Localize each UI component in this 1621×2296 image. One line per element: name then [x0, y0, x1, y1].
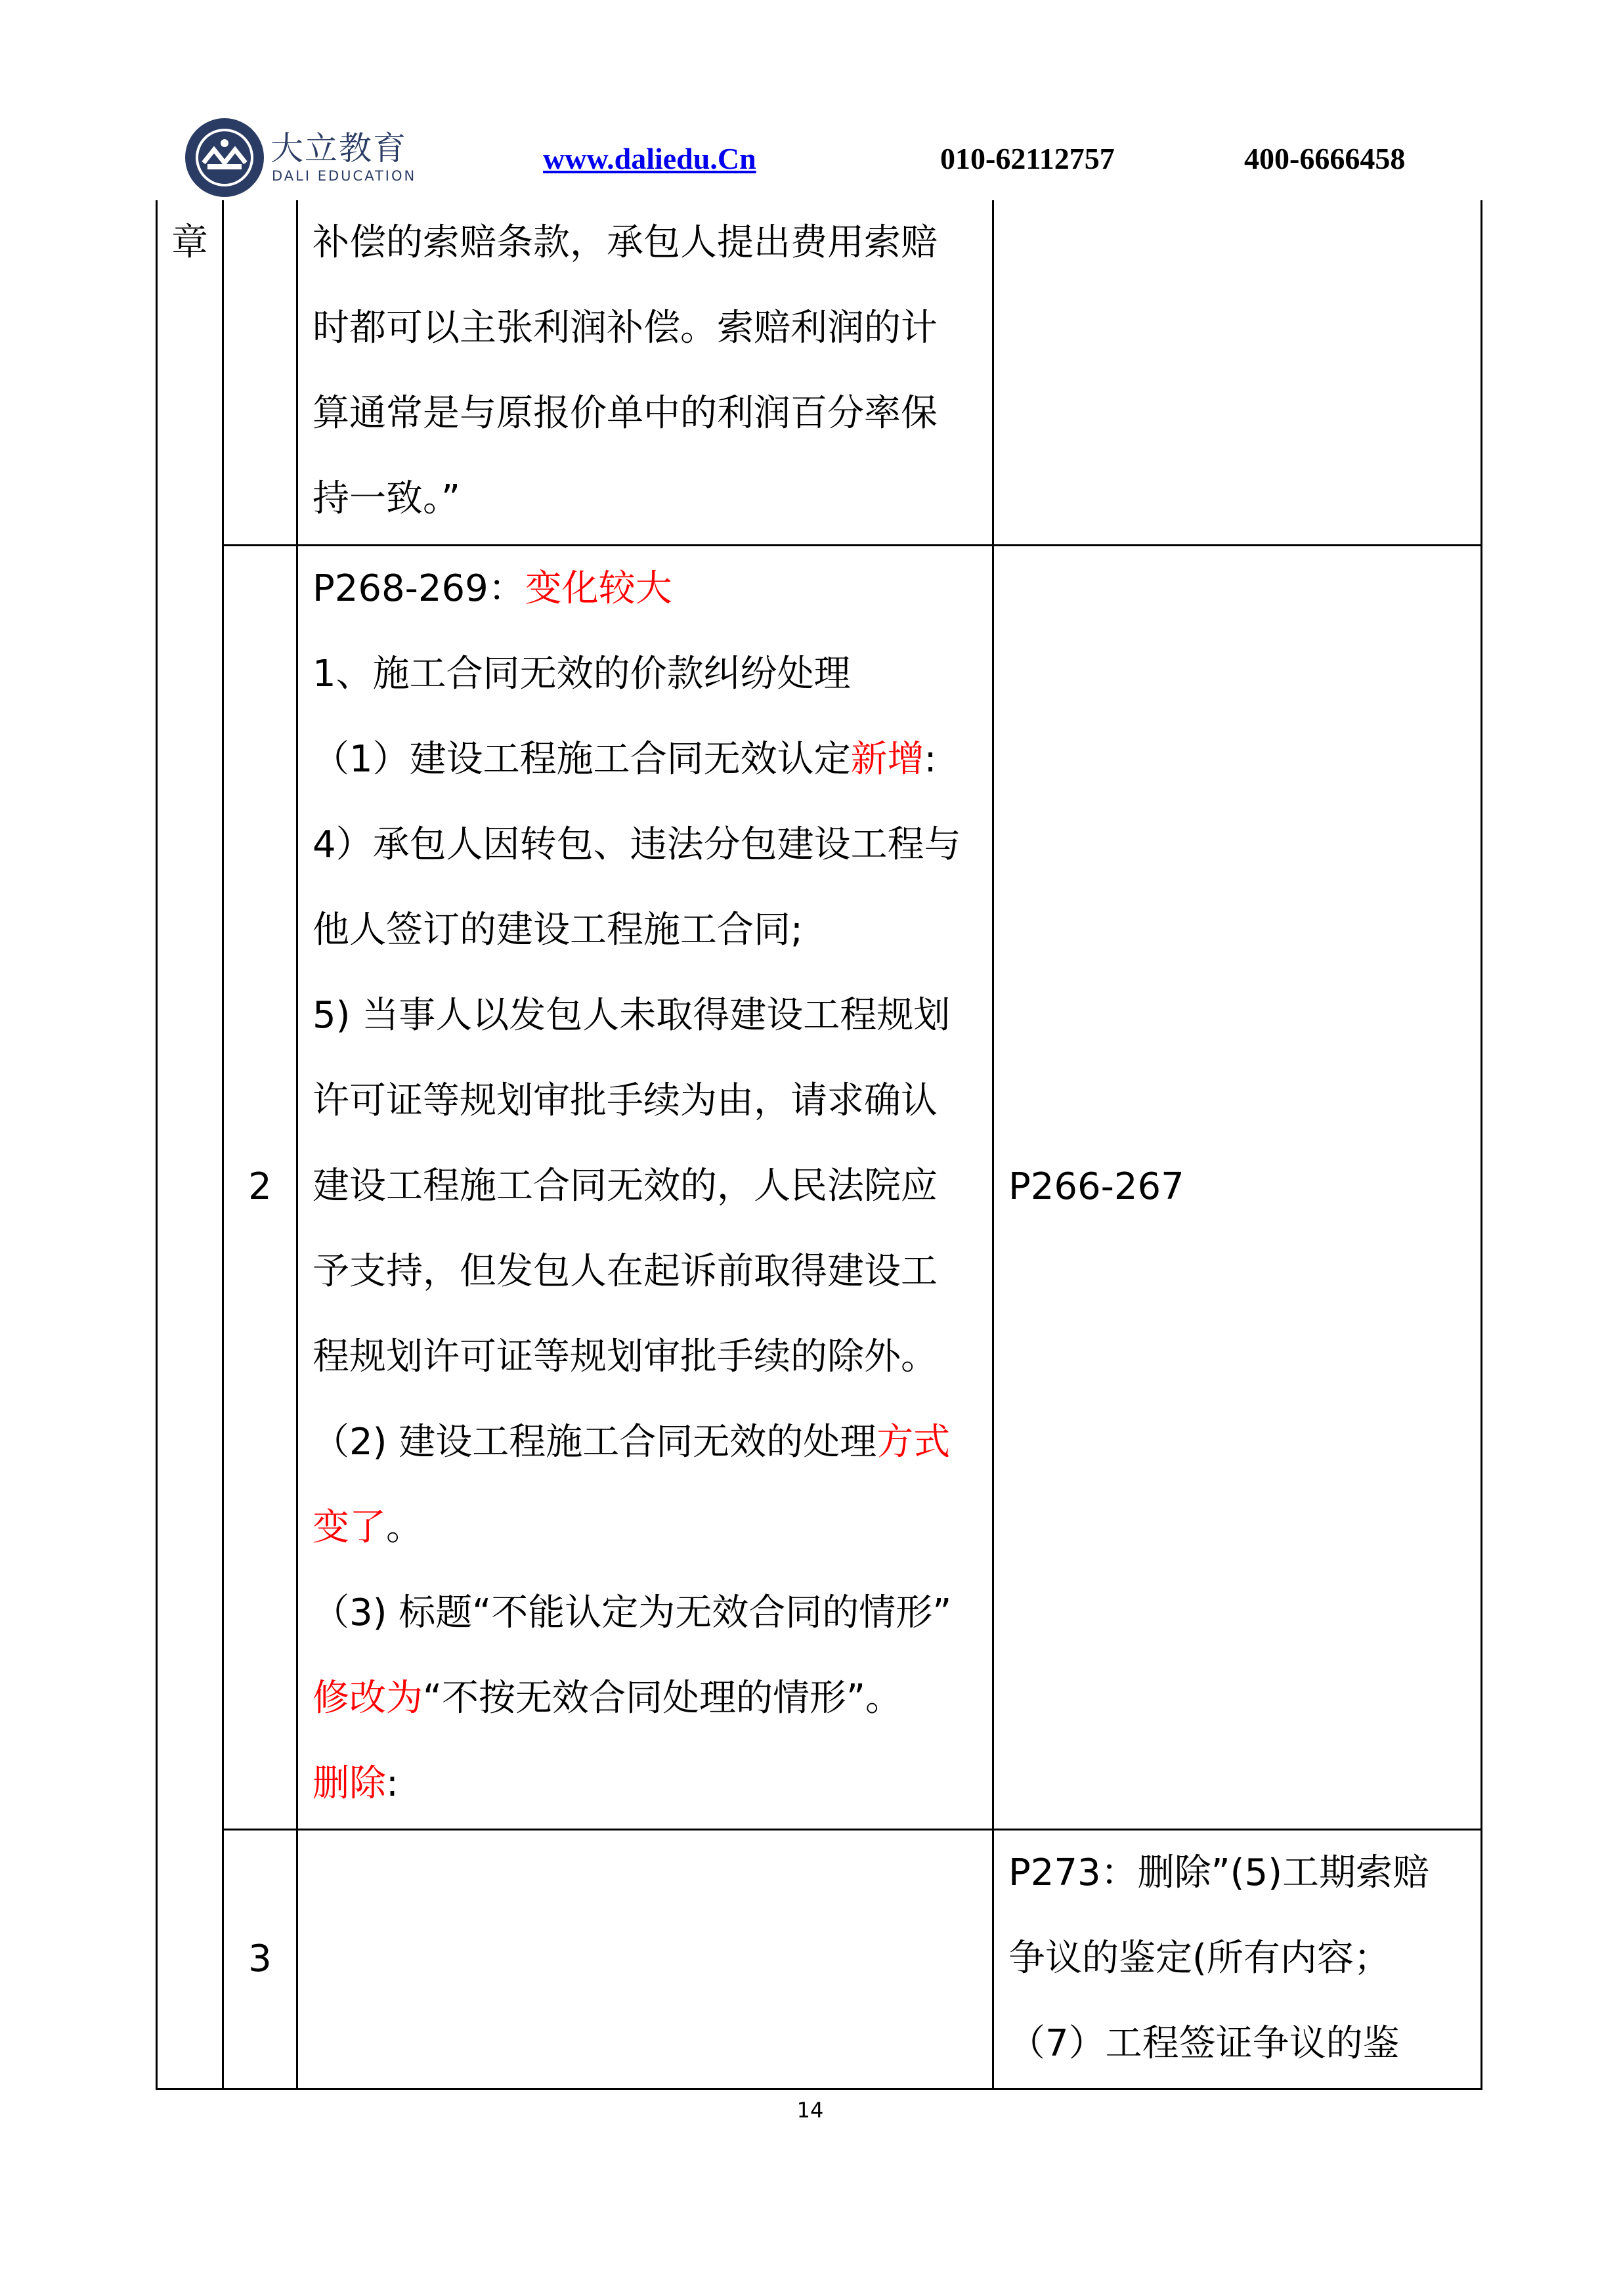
- text-line: 4）承包人因转包、违法分包建设工程与: [313, 823, 961, 866]
- phone-number-1: 010-62112757: [940, 142, 1115, 175]
- text-line: 他人签订的建设工程施工合同;: [313, 908, 803, 951]
- new-content-cell: [297, 1829, 993, 2089]
- table-row: [157, 1829, 1482, 2089]
- text-line: P273：删除”(5)工期索赔: [1008, 1851, 1429, 1894]
- text-line: 算通常是与原报价单中的利润百分率保: [313, 392, 938, 435]
- text-line: P268-269：变化较大: [313, 567, 672, 610]
- text-line: 5) 当事人以发包人未取得建设工程规划: [313, 993, 951, 1037]
- row-number-cell: [223, 1829, 297, 2089]
- new-content-cell: [297, 545, 993, 1829]
- dali-logo-icon: [184, 117, 265, 198]
- text-line: 建设工程施工合同无效的，人民法院应: [313, 1164, 938, 1207]
- text-line: 程规划许可证等规划审批手续的除外。: [313, 1335, 938, 1378]
- old-page-ref: P266-267: [1008, 1165, 1184, 1209]
- changes-table: [156, 200, 1482, 2090]
- red-highlight: 修改为: [313, 1676, 423, 1720]
- text-line: （2) 建设工程施工合同无效的处理方式: [313, 1420, 951, 1463]
- row-number: 3: [248, 1937, 272, 1980]
- row-number-cell: [223, 200, 297, 545]
- page-header: [0, 0, 1621, 197]
- text-line: （3) 标题“不能认定为无效合同的情形”: [313, 1591, 952, 1634]
- text-line: 补偿的索赔条款，承包人提出费用索赔: [313, 221, 938, 264]
- text-line: 持一致。”: [313, 477, 461, 520]
- old-content-cell: [993, 200, 1482, 545]
- text-line: 变了。: [313, 1505, 423, 1549]
- text-line: 删除:: [313, 1762, 399, 1805]
- text-line: 予支持，但发包人在起诉前取得建设工: [313, 1249, 938, 1293]
- red-highlight: 方式: [876, 1420, 951, 1463]
- logo-english-name: DALI EDUCATION: [272, 168, 417, 184]
- text-line: （1）建设工程施工合同无效认定新增:: [313, 737, 937, 781]
- logo-chinese-name: 大立教育: [270, 129, 407, 167]
- old-content-cell: [993, 545, 1482, 1829]
- text-line: 许可证等规划审批手续为由，请求确认: [313, 1079, 938, 1122]
- text-line: 时都可以主张利润补偿。索赔利润的计: [313, 307, 938, 349]
- red-highlight: 变化较大: [525, 567, 672, 610]
- text-line: 争议的鉴定(所有内容；: [1008, 1936, 1391, 1980]
- text-line: 修改为“不按无效合同处理的情形”。: [313, 1676, 903, 1720]
- text-line: （7）工程签证争议的鉴: [1008, 2022, 1400, 2065]
- table-row: [157, 200, 1482, 545]
- new-content-cell: [297, 200, 993, 545]
- old-content-cell: [993, 1829, 1482, 2089]
- page-number: 14: [796, 2098, 824, 2123]
- chapter-cell: [157, 200, 223, 2089]
- text-line: 1、施工合同无效的价款纠纷处理: [313, 652, 851, 695]
- website-link[interactable]: www.daliedu.Cn: [543, 142, 756, 175]
- red-highlight: 新增: [850, 737, 924, 781]
- row-number-cell: [223, 545, 297, 1829]
- red-highlight: 删除: [313, 1762, 386, 1805]
- table-row: [157, 545, 1482, 1829]
- phone-number-2: 400-6666458: [1244, 142, 1406, 175]
- row-number: 2: [248, 1165, 272, 1209]
- chapter-char: 章: [171, 221, 208, 264]
- red-highlight: 变了: [313, 1505, 386, 1549]
